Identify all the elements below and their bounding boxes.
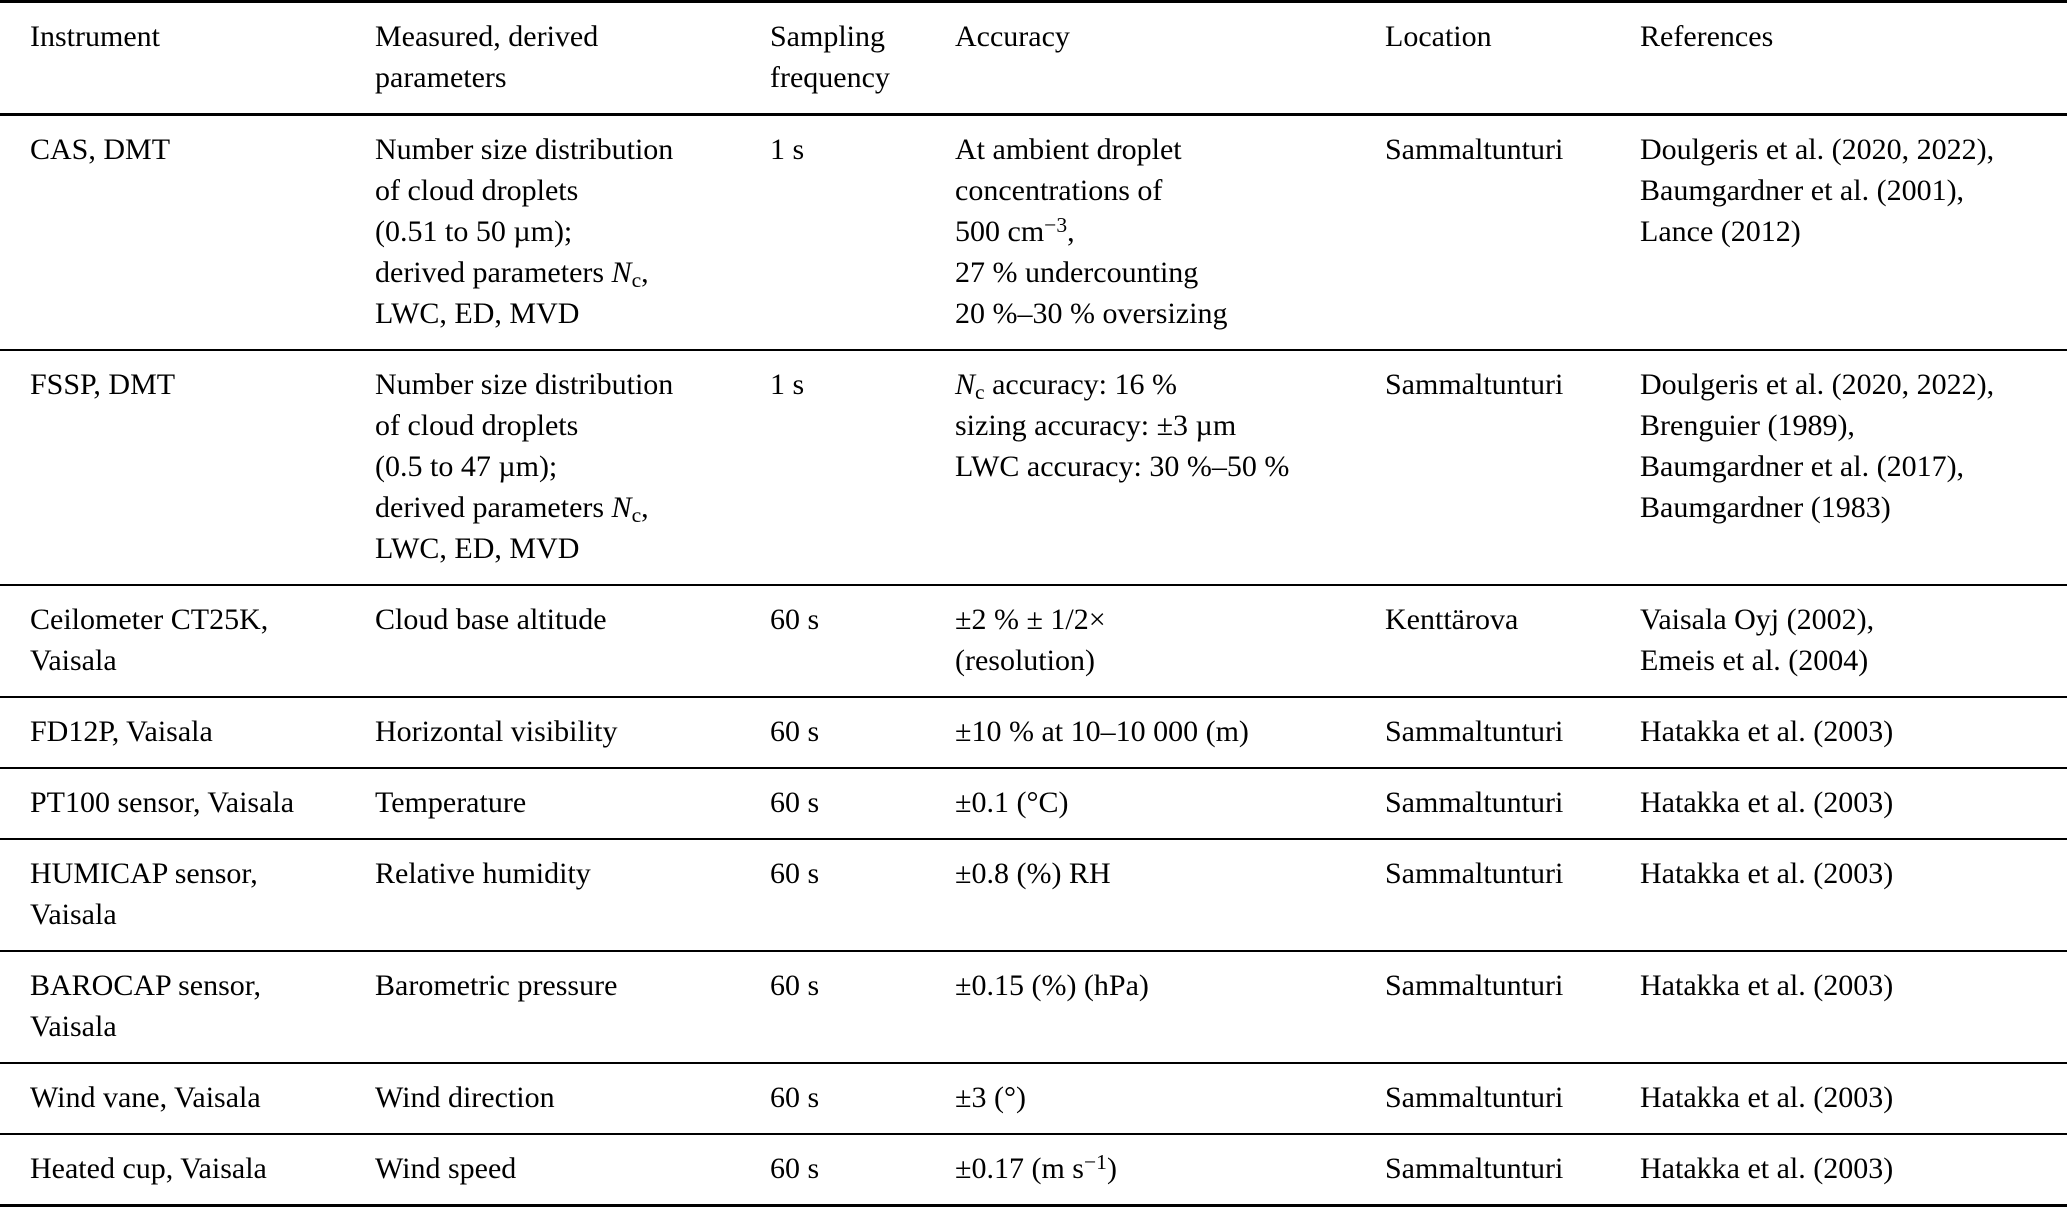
column-header-references: References: [1640, 20, 1774, 53]
cell-references: Doulgeris et al. (2020, 2022), Baumgardner et al. (2001), Lance (2012): [1640, 133, 1995, 248]
cell-location: Sammaltunturi: [1385, 1152, 1564, 1185]
cell-instrument: CAS, DMT: [30, 133, 171, 166]
cell-frequency: 60 s: [770, 857, 820, 890]
cell-references: Hatakka et al. (2003): [1640, 1081, 1894, 1114]
cell-location: Sammaltunturi: [1385, 1081, 1564, 1114]
column-header-accuracy: Accuracy: [955, 20, 1070, 53]
cell-parameters: Number size distribution of cloud droplets (0.51 to 50 µm); derived parameters $N_c$, LWC, ED, MVD: [375, 133, 674, 330]
table-row-humicap: [0, 839, 2067, 951]
cell-instrument: Ceilometer CT25K, Vaisala: [30, 603, 269, 677]
cell-parameters: Cloud base altitude: [375, 603, 607, 636]
cell-parameters: Number size distribution of cloud droplets (0.5 to 47 µm); derived parameters $N_c$, LWC, ED, MVD: [375, 368, 674, 565]
cell-references: Hatakka et al. (2003): [1640, 786, 1894, 819]
cell-frequency: 60 s: [770, 786, 820, 819]
cell-accuracy: ±10 % at 10–10 000 (m): [955, 715, 1249, 748]
cell-instrument: FSSP, DMT: [30, 368, 176, 401]
cell-accuracy: $N_c$ accuracy: 16 % sizing accuracy: ±3 µm LWC accuracy: 30 %–50 %: [955, 368, 1290, 483]
cell-instrument: BAROCAP sensor, Vaisala: [30, 969, 262, 1043]
cell-location: Sammaltunturi: [1385, 969, 1564, 1002]
cell-references: Doulgeris et al. (2020, 2022), Brenguier (1989), Baumgardner et al. (2017), Baumgardner (1983): [1640, 368, 1995, 524]
cell-parameters: Barometric pressure: [375, 969, 618, 1002]
cell-instrument: HUMICAP sensor, Vaisala: [30, 857, 258, 931]
table-row-barocap: [0, 951, 2067, 1063]
cell-accuracy: ±3 (°): [955, 1081, 1026, 1114]
cell-accuracy: ±0.15 (%) (hPa): [955, 969, 1149, 1002]
cell-location: Sammaltunturi: [1385, 133, 1564, 166]
cell-instrument: Wind vane, Vaisala: [30, 1081, 261, 1114]
cell-accuracy: ±2 % ± 1/2× (resolution): [955, 603, 1106, 677]
cell-frequency: 60 s: [770, 603, 820, 636]
cell-instrument: FD12P, Vaisala: [30, 715, 213, 748]
header-row: [0, 2, 2067, 115]
cell-accuracy: At ambient droplet concentrations of 500 $cm^{-3}$, 27 % undercounting 20 %–30 % oversizing: [955, 133, 1228, 330]
cell-parameters: Wind direction: [375, 1081, 555, 1114]
column-header-frequency: Sampling frequency: [770, 20, 890, 94]
cell-parameters: Temperature: [375, 786, 527, 819]
cell-frequency: 1 s: [770, 133, 805, 166]
cell-location: Sammaltunturi: [1385, 715, 1564, 748]
cell-location: Sammaltunturi: [1385, 368, 1564, 401]
table-row-fd12p: [0, 697, 2067, 768]
column-header-parameters: Measured, derived parameters: [375, 20, 599, 94]
cell-parameters: Wind speed: [375, 1152, 517, 1185]
cell-location: Sammaltunturi: [1385, 857, 1564, 890]
cell-parameters: Horizontal visibility: [375, 715, 618, 748]
cell-location: Kenttärova: [1385, 603, 1519, 636]
cell-accuracy: ±0.8 (%) RH: [955, 857, 1111, 890]
cell-instrument: PT100 sensor, Vaisala: [30, 786, 295, 819]
cell-references: Hatakka et al. (2003): [1640, 857, 1894, 890]
cell-frequency: 60 s: [770, 1152, 820, 1185]
cell-references: Vaisala Oyj (2002), Emeis et al. (2004): [1640, 603, 1875, 677]
cell-parameters: Relative humidity: [375, 857, 591, 890]
cell-accuracy: ±0.17 (m $s^{-1}$): [955, 1150, 1117, 1185]
table-row-fssp: [0, 350, 2067, 585]
cell-frequency: 1 s: [770, 368, 805, 401]
column-header-instrument: Instrument: [30, 20, 160, 53]
cell-references: Hatakka et al. (2003): [1640, 969, 1894, 1002]
column-header-location: Location: [1385, 20, 1492, 53]
cell-frequency: 60 s: [770, 1081, 820, 1114]
cell-instrument: Heated cup, Vaisala: [30, 1152, 267, 1185]
table-row-cas: [0, 115, 2067, 351]
table-row-wind-vane: [0, 1063, 2067, 1134]
cell-references: Hatakka et al. (2003): [1640, 1152, 1894, 1185]
cell-frequency: 60 s: [770, 715, 820, 748]
cell-references: Hatakka et al. (2003): [1640, 715, 1894, 748]
table-row-heated-cup: [0, 1134, 2067, 1206]
table-row-pt100: [0, 768, 2067, 839]
cell-location: Sammaltunturi: [1385, 786, 1564, 819]
table-row-ceilometer: [0, 585, 2067, 697]
cell-frequency: 60 s: [770, 969, 820, 1002]
cell-accuracy: ±0.1 (°C): [955, 786, 1069, 819]
